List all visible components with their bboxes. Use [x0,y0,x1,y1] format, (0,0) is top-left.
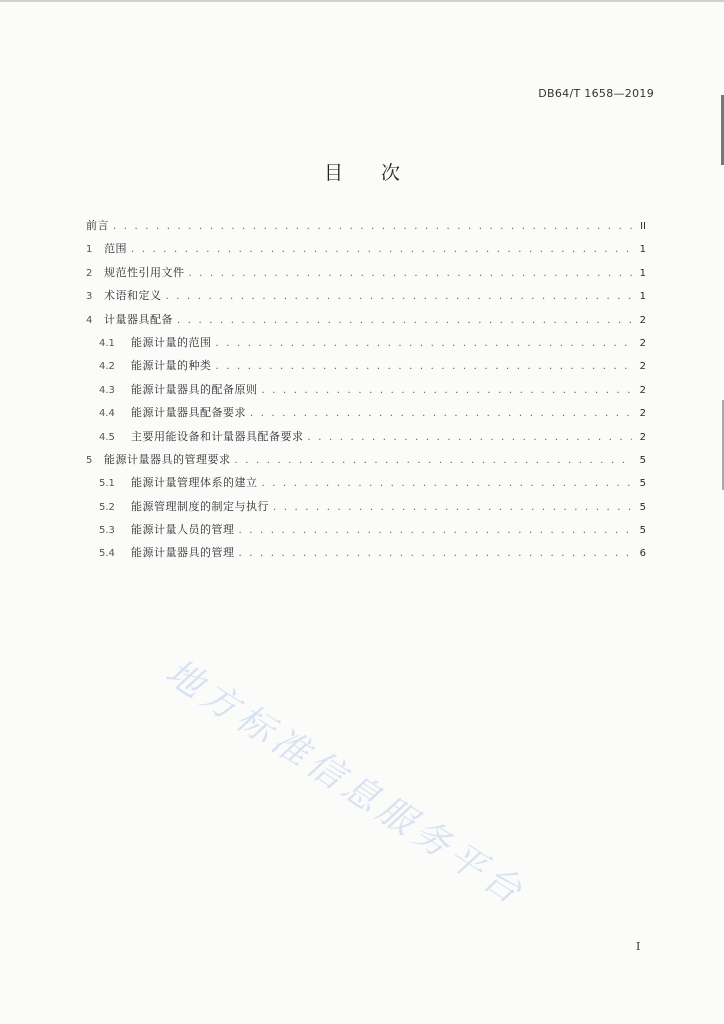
toc-leader-dots [113,215,632,238]
toc-leader-dots [235,449,633,472]
toc-leader-dots [189,262,633,285]
toc-leader-dots [177,309,632,332]
toc-entry[interactable] [86,518,646,541]
toc-entry-number: 5.2 [99,501,115,513]
toc-leader-dots [131,238,632,261]
toc-leader-dots [239,542,633,565]
toc-entry-number: 1 [86,244,93,256]
toc-entry-label: 术语和定义 [104,289,162,303]
toc-entry[interactable] [86,308,646,331]
toc-entry-label: 范围 [104,242,127,256]
toc-entry-page: 5 [639,454,646,466]
toc-entry-label: 计量器具配备 [104,312,173,326]
toc-entry[interactable] [86,354,646,377]
toc-entry-page: 2 [639,314,646,326]
toc-entry-number: 3 [86,291,93,303]
toc-entry-number: 4 [86,314,93,326]
toc-entry-page: 5 [639,501,646,513]
toc-leader-dots [273,496,632,519]
toc-entry-number: 2 [86,267,93,279]
toc-entry[interactable] [86,284,646,307]
toc-entry[interactable] [86,425,646,448]
toc-entry-number: 5 [86,454,93,466]
toc-entry-number: 4.5 [99,431,115,443]
toc-entry-label: 前言 [86,219,109,232]
toc-entry-label: 能源计量管理体系的建立 [131,476,258,490]
toc-entry-label: 能源计量的范围 [131,335,212,349]
toc-entry[interactable] [86,237,646,260]
toc-entry-page: 5 [639,525,646,537]
toc-entry-page: 1 [639,291,646,303]
toc-entry-number: 4.4 [99,408,115,420]
document-code: DB64/T 1658—2019 [538,87,654,100]
toc-entry-label: 能源计量的种类 [131,359,212,373]
toc-entry-label: 能源管理制度的制定与执行 [131,499,269,513]
toc-leader-dots [262,379,633,402]
toc-leader-dots [216,355,633,378]
toc-entry[interactable] [86,214,646,237]
toc-entry-label: 能源计量器具的管理 [131,546,235,560]
toc-entry-number: 4.1 [99,337,115,349]
toc-leader-dots [216,332,633,355]
toc-entry-page: 1 [639,244,646,256]
toc-entry[interactable] [86,471,646,494]
toc-leader-dots [166,285,633,308]
toc-leader-dots [308,426,633,449]
page-title: 目 次 [323,162,417,184]
toc-entry-number: 5.4 [99,548,115,560]
toc-entry-number: 4.2 [99,361,115,373]
toc-entry-page: 2 [639,408,646,420]
toc-entry[interactable] [86,448,646,471]
toc-entry-page: 1 [639,267,646,279]
toc-leader-dots [239,519,633,542]
page-number: I [636,940,641,953]
toc-entry[interactable] [86,495,646,518]
toc-entry-page: 2 [639,337,646,349]
toc-entry-label: 能源计量器具的管理要求 [104,452,231,466]
toc-entry-page: 2 [639,431,646,443]
toc-entry-page: II [640,221,646,232]
watermark: 地方标准信息服务平台 [158,651,533,915]
toc-entry-number: 5.1 [99,478,115,490]
toc-leader-dots [250,402,632,425]
page-top-border [0,0,724,2]
toc-entry-page: 5 [639,478,646,490]
toc-entry-page: 6 [639,548,646,560]
toc-entry-page: 2 [639,361,646,373]
toc-entry-label: 主要用能设备和计量器具配备要求 [131,429,304,443]
toc-entry-label: 能源计量器具配备要求 [131,406,246,420]
toc-entry[interactable] [86,541,646,564]
toc-entry-label: 能源计量人员的管理 [131,523,235,537]
toc-entry[interactable] [86,401,646,424]
table-of-contents [86,214,646,565]
toc-entry-label: 能源计量器具的配备原则 [131,382,258,396]
toc-entry[interactable] [86,331,646,354]
toc-entry[interactable] [86,378,646,401]
toc-entry[interactable] [86,261,646,284]
toc-entry-number: 4.3 [99,384,115,396]
toc-leader-dots [262,472,633,495]
toc-entry-number: 5.3 [99,525,115,537]
toc-entry-label: 规范性引用文件 [104,265,185,279]
toc-entry-page: 2 [639,384,646,396]
